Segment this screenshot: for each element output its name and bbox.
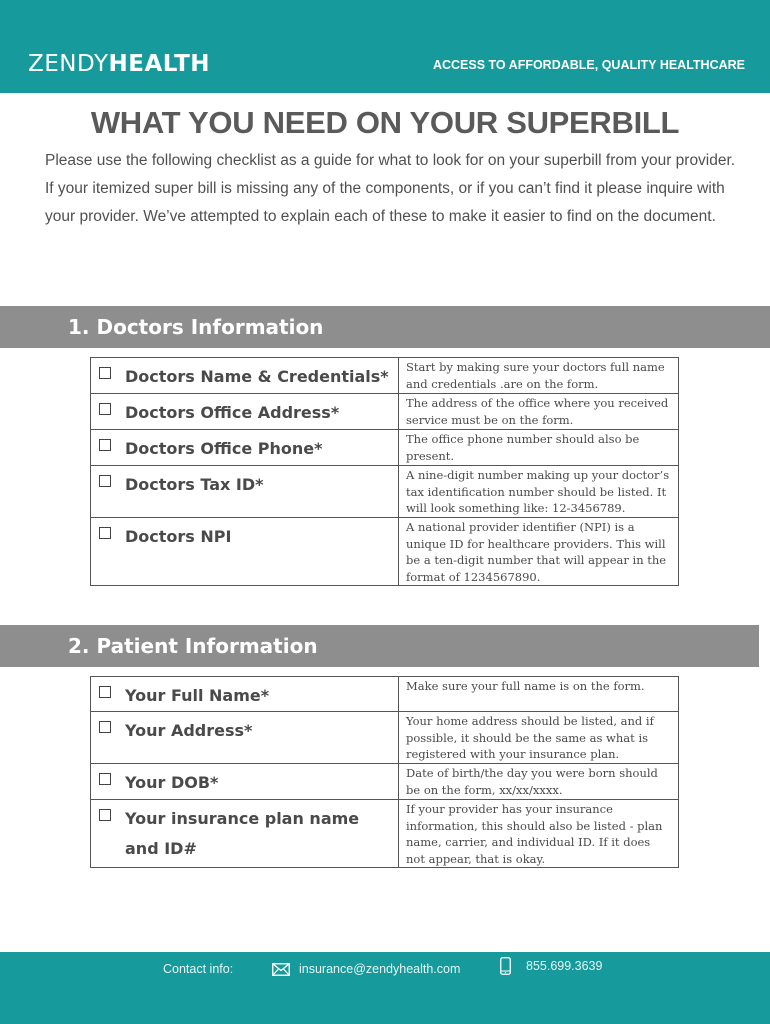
item-description: A nine-digit number making up your doctor’s tax identification number should be listed. It will look something like: 12-3456789. [399, 466, 679, 518]
item-label-cell [91, 677, 399, 712]
zendy-health-logo [28, 50, 210, 78]
checkbox[interactable] [99, 439, 111, 451]
item-label-cell [91, 394, 399, 430]
item-label: Your insurance plan name and ID# [125, 809, 360, 858]
section-header-patient [0, 625, 759, 667]
checkbox[interactable] [99, 475, 111, 487]
logo-text-light: ZENDY [28, 51, 109, 77]
table-row [91, 466, 679, 518]
patient-info-table [90, 676, 679, 868]
doctors-info-table [90, 357, 679, 586]
checkbox[interactable] [99, 527, 111, 539]
email-link[interactable]: insurance@zendyhealth.com [299, 962, 461, 976]
header-bar [0, 0, 770, 93]
item-description: Date of birth/the day you were born should be on the form, xx/xx/xxxx. [399, 764, 679, 800]
table-row [91, 764, 679, 800]
intro-paragraph: Please use the following checklist as a guide for what to look for on your superbill from your provider. If your itemized super bill is missing any of the components, or if you can’t find it please inquire with your provider. We’ve attempted to explain each of these to make it easier to find on the document. [45, 152, 736, 225]
item-description: The address of the office where you received service must be on the form. [399, 394, 679, 430]
item-description: If your provider has your insurance information, this should also be listed - plan name, carrier, and individual ID. If it does not appear, that is okay. [399, 800, 679, 868]
table-row [91, 800, 679, 868]
item-label: Your Full Name* [125, 686, 270, 705]
table-row [91, 677, 679, 712]
page-title: WHAT YOU NEED ON YOUR SUPERBILL [90, 105, 680, 140]
table-row [91, 518, 679, 586]
item-label: Doctors Office Phone* [125, 439, 323, 458]
section-title: 1. Doctors Information [68, 315, 324, 339]
item-description: Your home address should be listed, and if possible, it should be the same as what is registered with your insurance plan. [399, 712, 679, 764]
item-description: The office phone number should also be present. [399, 430, 679, 466]
checkbox[interactable] [99, 721, 111, 733]
footer-bar [0, 952, 770, 1024]
checkbox[interactable] [99, 367, 111, 379]
item-label-cell [91, 800, 399, 868]
phone-contact[interactable] [500, 957, 602, 975]
item-description: A national provider identifier (NPI) is a unique ID for healthcare providers. This will be a ten-digit number that will appear in the format of 1234567890. [399, 518, 679, 586]
section-title: 2. Patient Information [68, 634, 318, 658]
item-label: Doctors Office Address* [125, 403, 340, 422]
table-row [91, 394, 679, 430]
contact-label: Contact info: [163, 962, 234, 976]
checkbox[interactable] [99, 686, 111, 698]
header-tagline: ACCESS TO AFFORDABLE, QUALITY HEALTHCARE [432, 58, 745, 72]
item-label: Your Address* [125, 721, 253, 740]
logo-text-bold: HEALTH [108, 51, 211, 77]
mail-icon [272, 963, 290, 976]
checkbox[interactable] [99, 809, 111, 821]
item-description: Make sure your full name is on the form. [399, 677, 679, 712]
table-row [91, 430, 679, 466]
checkbox[interactable] [99, 773, 111, 785]
table-row [91, 712, 679, 764]
phone-number[interactable]: 855.699.3639 [526, 959, 603, 973]
item-label-cell [91, 358, 399, 394]
phone-icon [500, 957, 511, 975]
checkbox[interactable] [99, 403, 111, 415]
item-label: Doctors Tax ID* [125, 475, 264, 494]
item-label-cell [91, 430, 399, 466]
item-label: Doctors NPI [125, 527, 232, 546]
item-description: Start by making sure your doctors full name and credentials .are on the form. [399, 358, 679, 394]
item-label: Doctors Name & Credentials* [125, 367, 389, 386]
email-contact[interactable] [272, 960, 460, 978]
table-row [91, 358, 679, 394]
item-label: Your DOB* [125, 773, 219, 792]
item-label-cell [91, 712, 399, 764]
item-label-cell [91, 518, 399, 586]
item-label-cell [91, 764, 399, 800]
item-label-cell [91, 466, 399, 518]
section-header-doctors [0, 306, 770, 348]
